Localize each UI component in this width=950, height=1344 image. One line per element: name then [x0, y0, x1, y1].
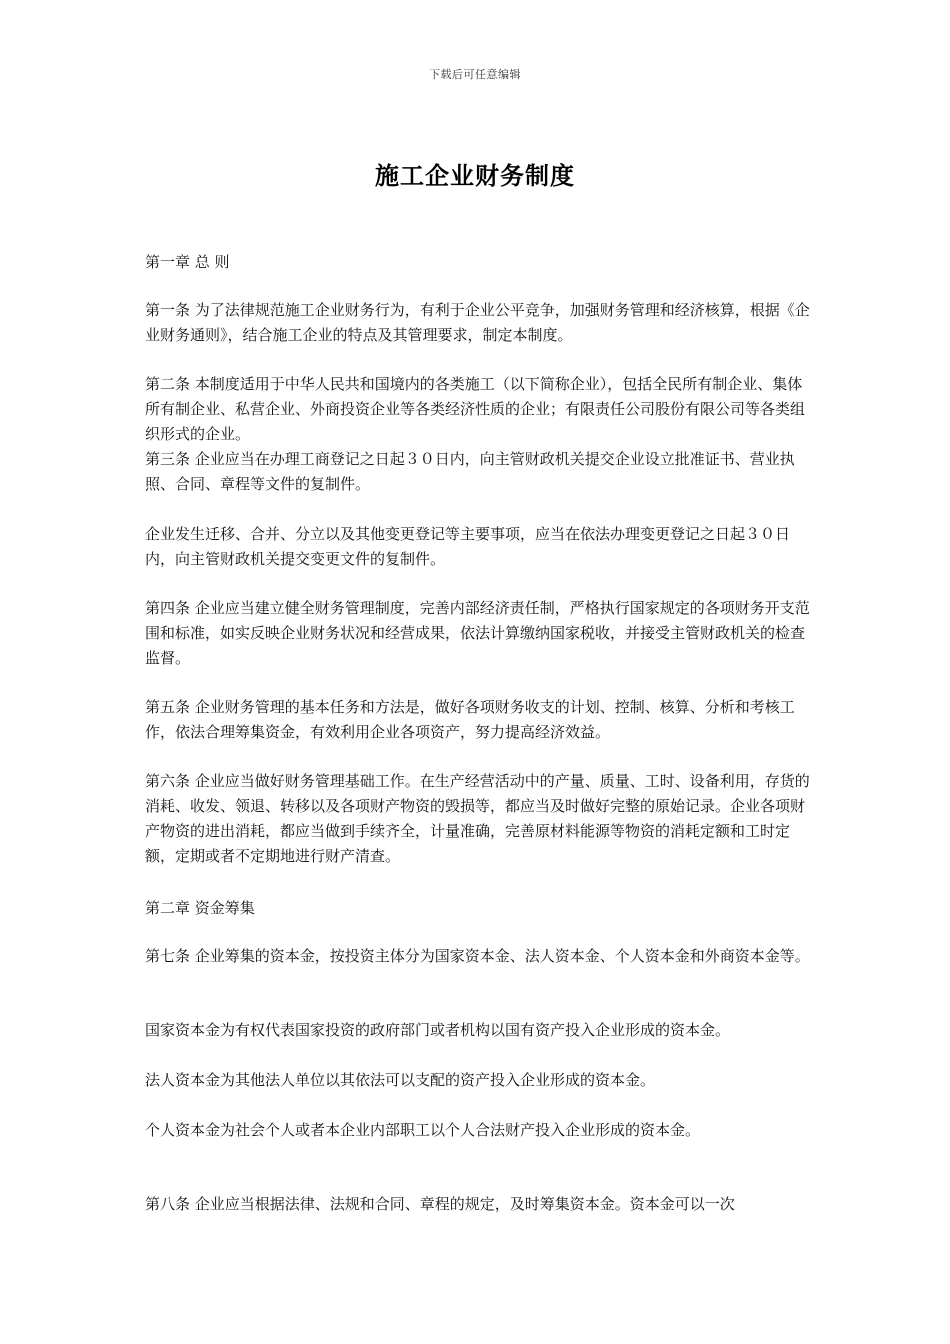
article-paragraph: 第三条 企业应当在办理工商登记之日起３０日内，向主管财政机关提交企业设立批准证书、营业执照、合同、章程等文件的复制件。 [145, 450, 795, 493]
article-paragraph: 第四条 企业应当建立健全财务管理制度，完善内部经济责任制，严格执行国家规定的各项财务开支范围和标准，如实反映企业财务状况和经营成果，依法计算缴纳国家税收，并接受主管财政机关的检查监督。 [145, 599, 810, 667]
chapter-heading: 第二章 资金筹集 [145, 899, 255, 917]
article-paragraph: 法人资本金为其他法人单位以其依法可以支配的资产投入企业形成的资本金。 [145, 1071, 656, 1089]
article-paragraph: 第一条 为了法律规范施工企业财务行为，有利于企业公平竞争，加强财务管理和经济核算，根据《企业财务通则》，结合施工企业的特点及其管理要求，制定本制度。 [145, 301, 810, 344]
article-paragraph: 个人资本金为社会个人或者本企业内部职工以个人合法财产投入企业形成的资本金。 [145, 1121, 701, 1139]
article-paragraph: 第七条 企业筹集的资本金，按投资主体分为国家资本金、法人资本金、个人资本金和外商资本金等。 [145, 947, 810, 965]
article-paragraph: 国家资本金为有权代表国家投资的政府部门或者机构以国有资产投入企业形成的资本金。 [145, 1021, 731, 1039]
article-paragraph: 第五条 企业财务管理的基本任务和方法是，做好各项财务收支的计划、控制、核算、分析和考核工作，依法合理筹集资金，有效利用企业各项资产，努力提高经济效益。 [145, 698, 795, 741]
document-title: 施工企业财务制度 [375, 161, 575, 190]
article-paragraph: 第二条 本制度适用于中华人民共和国境内的各类施工（以下简称企业），包括全民所有制企业、集体所有制企业、私营企业、外商投资企业等各类经济性质的企业；有限责任公司股份有限公司等各类组织形式的企业。 [145, 375, 806, 443]
article-paragraph: 企业发生迁移、合并、分立以及其他变更登记等主要事项，应当在依法办理变更登记之日起３０日内，向主管财政机关提交变更文件的复制件。 [145, 525, 791, 568]
header-note: 下载后可任意编辑 [429, 68, 521, 81]
chapter-heading: 第一章 总 则 [145, 253, 230, 271]
article-paragraph: 第六条 企业应当做好财务管理基础工作。在生产经营活动中的产量、质量、工时、设备利用，存货的消耗、收发、领退、转移以及各项财产物资的毁损等，都应当及时做好完整的原始记录。企业各项财产物资的进出消耗，都应当做到手续齐全，计量准确，完善原材料能源等物资的消耗定额和工时定额，定期或者不定期地进行财产清查。 [145, 772, 810, 865]
article-paragraph: 第八条 企业应当根据法律、法规和合同、章程的规定，及时筹集资本金。资本金可以一次 [145, 1195, 735, 1213]
